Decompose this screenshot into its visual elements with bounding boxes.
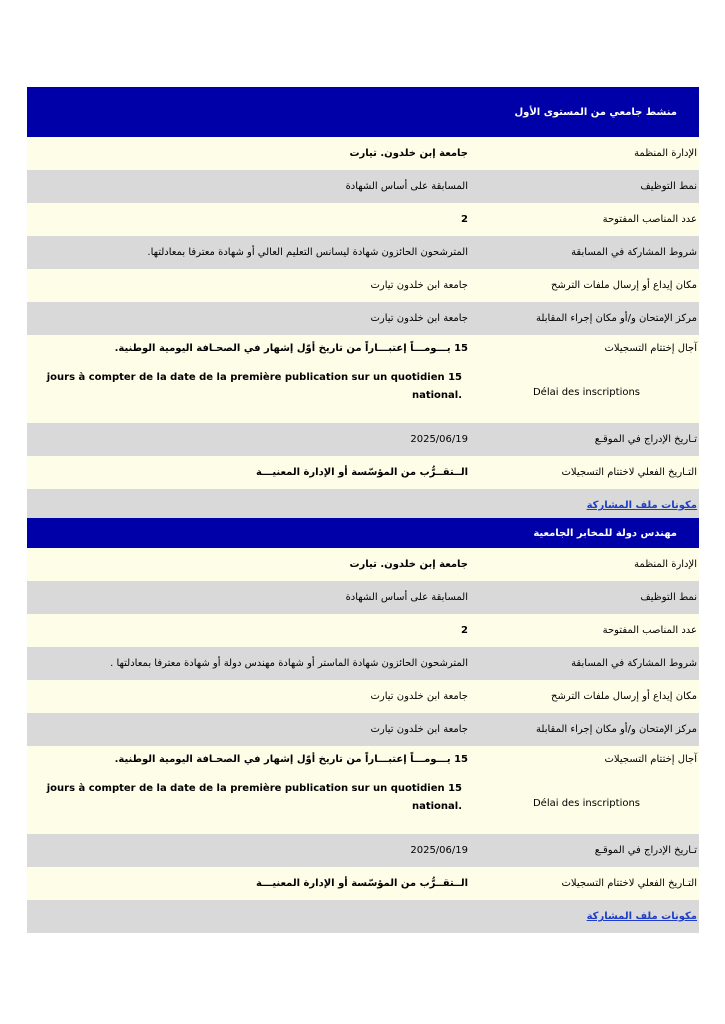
file-components-link[interactable]: مكونات ملف المشاركة — [586, 500, 697, 511]
delai-label: Délai des inscriptions — [532, 386, 641, 398]
delai-line-1: jours à compter de la date de la première publication sur un quotidien 15 — [46, 372, 462, 383]
delai-value — [27, 772, 476, 816]
open-posts-label: عدد المناصب المفتوحة — [602, 214, 697, 225]
conditions-label: شروط المشاركة في المسابقة — [571, 247, 697, 258]
posting-date-value: 2025/06/19 — [410, 434, 468, 445]
recruitment-mode-value: المسابقة على أساس الشهادة — [345, 592, 468, 603]
organizer-label: الإدارة المنظمة — [634, 559, 697, 570]
row-submission-place — [27, 680, 699, 713]
deadline-label: آجال إختتام التسجيلات — [604, 342, 697, 354]
submission-place-value: جامعة ابن خلدون تيارت — [370, 691, 468, 702]
section-title: مهندس دولة للمخابر الجامعية — [27, 518, 699, 548]
recruitment-mode-label: نمط التوظيف — [640, 592, 697, 603]
exam-center-value: جامعة ابن خلدون تيارت — [370, 313, 468, 324]
deadline-values — [27, 335, 476, 423]
file-components-link[interactable]: مكونات ملف المشاركة — [586, 911, 697, 922]
row-exam-center — [27, 713, 699, 746]
row-recruitment-mode — [27, 581, 699, 614]
row-open-posts — [27, 203, 699, 236]
row-organizer — [27, 548, 699, 581]
deadline-labels — [476, 335, 699, 423]
open-posts-value: 2 — [461, 625, 468, 636]
row-deadline — [27, 335, 699, 423]
open-posts-label: عدد المناصب المفتوحة — [602, 625, 697, 636]
exam-center-label: مركز الإمتحان و/أو مكان إجراء المقابلة — [536, 724, 697, 735]
deadline-labels — [476, 746, 699, 834]
actual-close-label: التـاريخ الفعلي لاختتام التسجيلات — [561, 467, 697, 478]
row-posting-date — [27, 834, 699, 867]
deadline-label: آجال إختتام التسجيلات — [604, 753, 697, 765]
exam-center-label: مركز الإمتحان و/أو مكان إجراء المقابلة — [536, 313, 697, 324]
exam-center-value: جامعة ابن خلدون تيارت — [370, 724, 468, 735]
organizer-label: الإدارة المنظمة — [634, 148, 697, 159]
row-submission-place — [27, 269, 699, 302]
organizer-value: جامعة إبن خلدون. تيارت — [349, 559, 468, 570]
posting-date-value: 2025/06/19 — [410, 845, 468, 856]
posting-date-label: تـاريخ الإدراج في الموقـع — [594, 434, 697, 445]
posting-date-label: تـاريخ الإدراج في الموقـع — [594, 845, 697, 856]
deadline-value: 15 يـــومـــاً إعتبـــاراً من تاريخ أوّل إشهار في الصحـافة اليومية الوطنية. — [114, 753, 468, 765]
row-open-posts — [27, 614, 699, 647]
row-organizer — [27, 137, 699, 170]
submission-place-label: مكان إيداع أو إرسال ملفات الترشح — [550, 691, 697, 702]
section-title: منشط جامعي من المستوى الأول — [27, 87, 699, 137]
row-exam-center — [27, 302, 699, 335]
delai-line-2: national. — [411, 390, 462, 401]
row-actual-close — [27, 456, 699, 489]
delai-line-1: jours à compter de la date de la première publication sur un quotidien 15 — [46, 783, 462, 794]
deadline-value: 15 يـــومـــاً إعتبـــاراً من تاريخ أوّل إشهار في الصحـافة اليومية الوطنية. — [114, 342, 468, 354]
conditions-value: المترشحون الحائزون شهادة ليسانس التعليم العالي أو شهادة معترفا بمعادلتها. — [147, 247, 468, 258]
row-file-components — [27, 900, 699, 933]
recruitment-mode-value: المسابقة على أساس الشهادة — [345, 181, 468, 192]
job-section-1 — [27, 87, 699, 522]
open-posts-value: 2 — [461, 214, 468, 225]
row-actual-close — [27, 867, 699, 900]
row-conditions — [27, 236, 699, 269]
delai-line-2: national. — [411, 801, 462, 812]
row-posting-date — [27, 423, 699, 456]
recruitment-mode-label: نمط التوظيف — [640, 181, 697, 192]
submission-place-label: مكان إيداع أو إرسال ملفات الترشح — [550, 280, 697, 291]
conditions-value: المترشحون الحائزون شهادة الماستر أو شهادة مهندس دولة أو شهادة معترفا بمعادلتها . — [110, 658, 468, 669]
row-recruitment-mode — [27, 170, 699, 203]
conditions-label: شروط المشاركة في المسابقة — [571, 658, 697, 669]
job-section-2 — [27, 518, 699, 933]
actual-close-value: الــتقــرُّب من المؤسّسة أو الإدارة المعنيـــة — [256, 878, 468, 889]
delai-value — [27, 361, 476, 405]
row-deadline — [27, 746, 699, 834]
deadline-values — [27, 746, 476, 834]
actual-close-label: التـاريخ الفعلي لاختتام التسجيلات — [561, 878, 697, 889]
row-conditions — [27, 647, 699, 680]
actual-close-value: الــتقــرُّب من المؤسّسة أو الإدارة المعنيـــة — [256, 467, 468, 478]
delai-label: Délai des inscriptions — [532, 797, 641, 809]
organizer-value: جامعة إبن خلدون. تيارت — [349, 148, 468, 159]
submission-place-value: جامعة ابن خلدون تيارت — [370, 280, 468, 291]
file-components-cell — [27, 900, 699, 933]
